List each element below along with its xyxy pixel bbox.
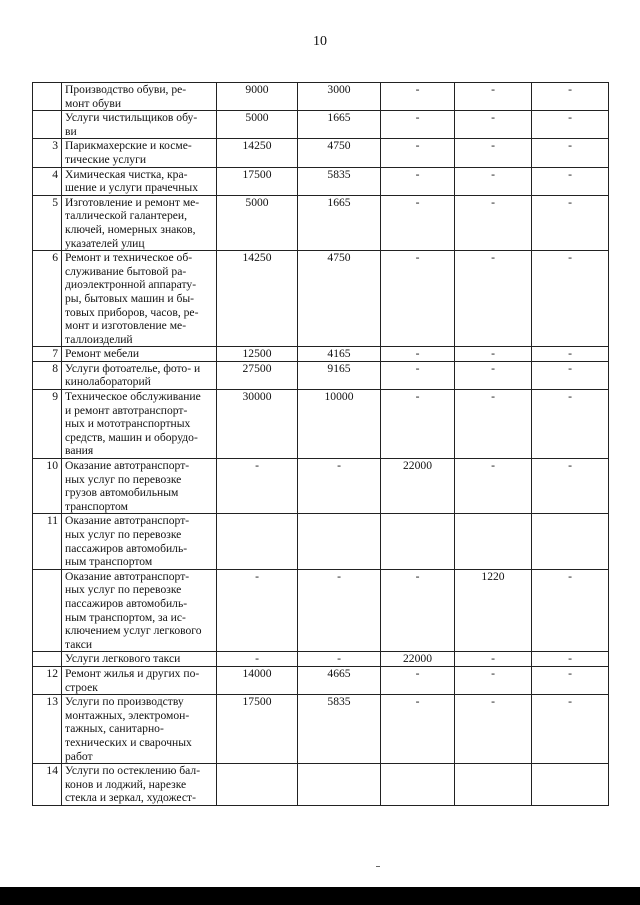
value-col-4: -	[455, 361, 532, 389]
value-col-1: 12500	[217, 347, 298, 362]
row-number: 6	[33, 251, 62, 347]
table-row	[33, 695, 609, 764]
value-col-1: 17500	[217, 167, 298, 195]
value-col-2: 4165	[298, 347, 381, 362]
value-col-5: -	[532, 111, 609, 139]
table-row	[33, 764, 609, 806]
value-col-1: 9000	[217, 83, 298, 111]
service-name: Услуги по остеклению бал- конов и лоджий, нарезке стекла и зеркал, художест-	[62, 764, 217, 806]
service-name: Оказание автотранспорт- ных услуг по перевозке грузов автомобильным транспортом	[62, 459, 217, 514]
value-col-2: 5835	[298, 695, 381, 764]
value-col-5: -	[532, 652, 609, 667]
value-col-2: 4665	[298, 666, 381, 694]
value-col-5	[532, 764, 609, 806]
value-col-2: 4750	[298, 139, 381, 167]
value-col-1: 14000	[217, 666, 298, 694]
row-number	[33, 569, 62, 652]
value-col-3	[381, 764, 455, 806]
service-name: Техническое обслуживание и ремонт автотранспорт- ных и мототранспортных средств, машин и оборудо- вания	[62, 390, 217, 459]
value-col-4: -	[455, 652, 532, 667]
service-name: Услуги по производству монтажных, электромон- тажных, санитарно- технических и сварочных работ	[62, 695, 217, 764]
row-number	[33, 111, 62, 139]
service-name: Оказание автотранспорт- ных услуг по перевозке пассажиров автомобиль- ным транспортом, за ис- ключением услуг легкового такси	[62, 569, 217, 652]
value-col-1	[217, 514, 298, 569]
table-row	[33, 361, 609, 389]
value-col-4: 1220	[455, 569, 532, 652]
row-number: 11	[33, 514, 62, 569]
value-col-5: -	[532, 695, 609, 764]
service-name: Изготовление и ремонт ме- таллической галантереи, ключей, номерных знаков, указателей улиц	[62, 195, 217, 250]
tariff-table	[32, 82, 609, 806]
value-col-1	[217, 764, 298, 806]
value-col-2	[298, 514, 381, 569]
value-col-5: -	[532, 83, 609, 111]
row-number: 9	[33, 390, 62, 459]
value-col-3: -	[381, 569, 455, 652]
service-name: Услуги чистильщиков обу- ви	[62, 111, 217, 139]
table-row	[33, 251, 609, 347]
value-col-1: -	[217, 459, 298, 514]
scan-edge	[0, 887, 640, 905]
row-number: 10	[33, 459, 62, 514]
row-number: 7	[33, 347, 62, 362]
service-name: Оказание автотранспорт- ных услуг по перевозке пассажиров автомобиль- ным транспортом	[62, 514, 217, 569]
value-col-3: -	[381, 251, 455, 347]
table-row	[33, 459, 609, 514]
value-col-1: 30000	[217, 390, 298, 459]
scan-mark	[376, 866, 380, 867]
value-col-2: -	[298, 459, 381, 514]
value-col-1: 17500	[217, 695, 298, 764]
value-col-3: -	[381, 361, 455, 389]
value-col-5: -	[532, 459, 609, 514]
service-name: Парикмахерские и косме- тические услуги	[62, 139, 217, 167]
value-col-4: -	[455, 695, 532, 764]
value-col-2: 1665	[298, 195, 381, 250]
value-col-3: -	[381, 83, 455, 111]
value-col-4: -	[455, 111, 532, 139]
row-number: 3	[33, 139, 62, 167]
value-col-5: -	[532, 347, 609, 362]
value-col-4: -	[455, 83, 532, 111]
row-number: 12	[33, 666, 62, 694]
row-number: 4	[33, 167, 62, 195]
value-col-3: -	[381, 666, 455, 694]
value-col-2: 9165	[298, 361, 381, 389]
value-col-2: 1665	[298, 111, 381, 139]
value-col-5: -	[532, 361, 609, 389]
value-col-5: -	[532, 569, 609, 652]
value-col-3: -	[381, 347, 455, 362]
value-col-1: 14250	[217, 251, 298, 347]
service-name: Химическая чистка, кра- шение и услуги прачечных	[62, 167, 217, 195]
value-col-5: -	[532, 139, 609, 167]
value-col-1: 27500	[217, 361, 298, 389]
value-col-4: -	[455, 390, 532, 459]
value-col-2: -	[298, 569, 381, 652]
table-row	[33, 390, 609, 459]
table-row	[33, 195, 609, 250]
value-col-4	[455, 514, 532, 569]
row-number	[33, 652, 62, 667]
value-col-4: -	[455, 347, 532, 362]
row-number: 13	[33, 695, 62, 764]
row-number: 14	[33, 764, 62, 806]
value-col-1: 5000	[217, 195, 298, 250]
value-col-3: -	[381, 695, 455, 764]
value-col-2: 5835	[298, 167, 381, 195]
value-col-3: -	[381, 167, 455, 195]
service-name: Услуги фотоателье, фото- и кинолабораторий	[62, 361, 217, 389]
table-row	[33, 347, 609, 362]
value-col-5: -	[532, 251, 609, 347]
value-col-2: -	[298, 652, 381, 667]
table-row	[33, 569, 609, 652]
row-number: 5	[33, 195, 62, 250]
value-col-4: -	[455, 167, 532, 195]
value-col-3	[381, 514, 455, 569]
value-col-2: 3000	[298, 83, 381, 111]
service-name: Производство обуви, ре- монт обуви	[62, 83, 217, 111]
table-row	[33, 514, 609, 569]
value-col-4: -	[455, 666, 532, 694]
table-body	[33, 83, 609, 806]
value-col-4: -	[455, 139, 532, 167]
value-col-4	[455, 764, 532, 806]
service-name: Ремонт мебели	[62, 347, 217, 362]
value-col-2: 10000	[298, 390, 381, 459]
value-col-3: 22000	[381, 652, 455, 667]
value-col-1: 14250	[217, 139, 298, 167]
value-col-2	[298, 764, 381, 806]
value-col-3: -	[381, 195, 455, 250]
value-col-3: -	[381, 390, 455, 459]
service-name: Услуги легкового такси	[62, 652, 217, 667]
table-row	[33, 83, 609, 111]
table-row	[33, 666, 609, 694]
value-col-3: -	[381, 111, 455, 139]
value-col-4: -	[455, 459, 532, 514]
row-number	[33, 83, 62, 111]
table-row	[33, 139, 609, 167]
value-col-3: 22000	[381, 459, 455, 514]
value-col-1: 5000	[217, 111, 298, 139]
value-col-3: -	[381, 139, 455, 167]
value-col-1: -	[217, 569, 298, 652]
value-col-1: -	[217, 652, 298, 667]
value-col-5: -	[532, 666, 609, 694]
table-row	[33, 652, 609, 667]
value-col-2: 4750	[298, 251, 381, 347]
value-col-5: -	[532, 167, 609, 195]
value-col-5: -	[532, 195, 609, 250]
value-col-5: -	[532, 390, 609, 459]
table-row	[33, 167, 609, 195]
value-col-5	[532, 514, 609, 569]
page-number: 10	[313, 34, 327, 49]
row-number: 8	[33, 361, 62, 389]
service-name: Ремонт жилья и других по- строек	[62, 666, 217, 694]
service-name: Ремонт и техническое об- служивание бытовой ра- диоэлектронной аппарату- ры, бытовых машин и бы- товых приборов, часов, ре- монт и изготовление ме- таллоизделий	[62, 251, 217, 347]
table-row	[33, 111, 609, 139]
value-col-4: -	[455, 195, 532, 250]
value-col-4: -	[455, 251, 532, 347]
